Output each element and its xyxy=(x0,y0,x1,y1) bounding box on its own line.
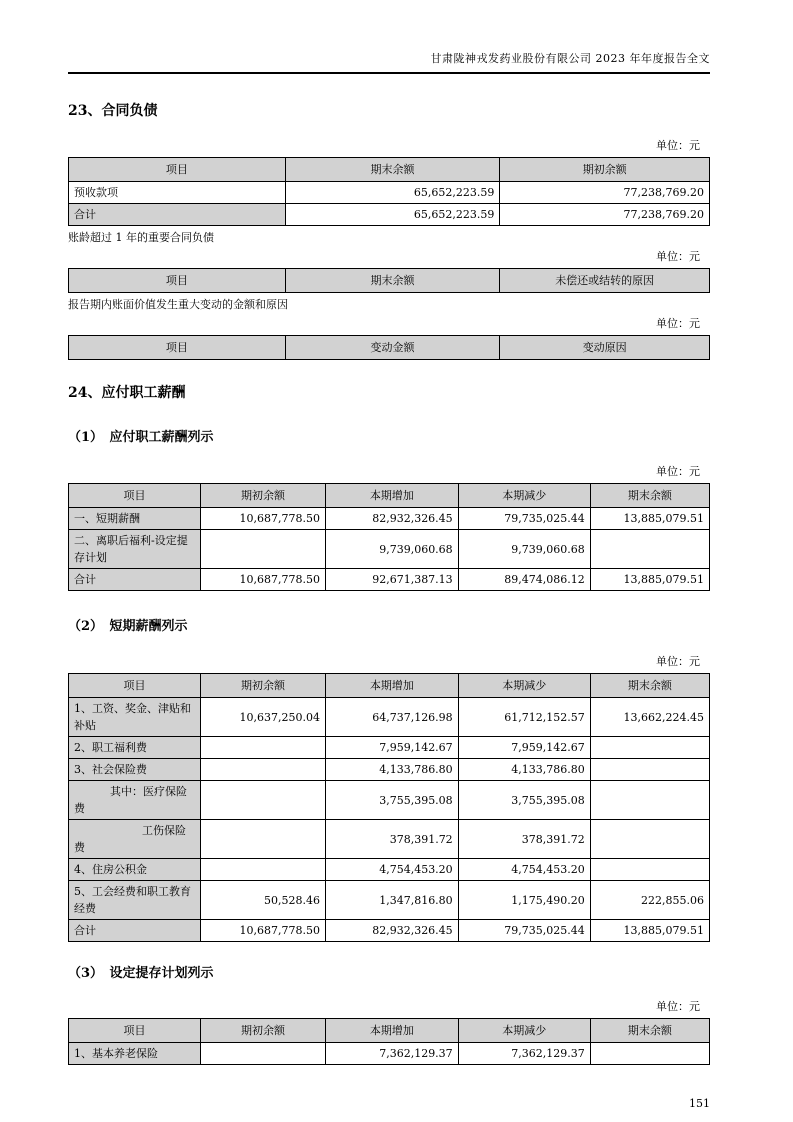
table-row xyxy=(69,881,710,920)
cell-value xyxy=(201,530,326,569)
cell-value xyxy=(201,737,326,759)
cell-value xyxy=(201,781,326,820)
table-row xyxy=(69,820,710,859)
cell-value xyxy=(590,759,709,781)
cell-value: 65,652,223.59 xyxy=(285,204,500,226)
cell-value: 378,391.72 xyxy=(458,820,590,859)
col-header-ending-balance: 期末余额 xyxy=(590,1019,709,1043)
cell-value: 10,637,250.04 xyxy=(201,698,326,737)
cell-item-label: 5、工会经费和职工教育经费 xyxy=(69,881,201,920)
cell-value: 7,362,129.37 xyxy=(458,1043,590,1065)
cell-value: 61,712,152.57 xyxy=(458,698,590,737)
col-header-ending-balance: 期末余额 xyxy=(590,484,709,508)
table-row-total xyxy=(69,204,710,226)
table-row-total xyxy=(69,920,710,942)
col-header-item: 项目 xyxy=(69,336,286,360)
cell-item-label: 合计 xyxy=(69,920,201,942)
table-header-row xyxy=(69,336,710,360)
cell-value xyxy=(590,1043,709,1065)
col-header-item: 项目 xyxy=(69,484,201,508)
cell-value: 4,754,453.20 xyxy=(458,859,590,881)
report-header-title: 甘肃陇神戎发药业股份有限公司 2023 年年度报告全文 xyxy=(430,52,710,65)
table-header-row xyxy=(69,158,710,182)
cell-item-label: 1、工资、奖金、津贴和补贴 xyxy=(69,698,201,737)
cell-item-label: 其中：医疗保险费 xyxy=(69,781,201,820)
col-header-beginning-balance: 期初余额 xyxy=(201,1019,326,1043)
cell-value: 92,671,387.13 xyxy=(326,569,459,591)
col-header-beginning-balance: 期初余额 xyxy=(500,158,710,182)
table-header-row xyxy=(69,484,710,508)
cell-value: 9,739,060.68 xyxy=(326,530,459,569)
col-header-beginning-balance: 期初余额 xyxy=(201,484,326,508)
contract-liabilities-table xyxy=(68,157,710,226)
defined-contribution-plan-table xyxy=(68,1018,710,1065)
col-header-increase: 本期增加 xyxy=(326,484,459,508)
cell-value: 10,687,778.50 xyxy=(201,569,326,591)
cell-value: 64,737,126.98 xyxy=(326,698,459,737)
cell-value xyxy=(201,759,326,781)
cell-value: 7,959,142.67 xyxy=(458,737,590,759)
col-header-beginning-balance: 期初余额 xyxy=(201,674,326,698)
col-header-item: 项目 xyxy=(69,1019,201,1043)
table-header-row xyxy=(69,1019,710,1043)
table-row xyxy=(69,508,710,530)
cell-value: 222,855.06 xyxy=(590,881,709,920)
cell-value: 82,932,326.45 xyxy=(326,920,459,942)
cell-value: 1,175,490.20 xyxy=(458,881,590,920)
sub3-title: （3） 设定提存计划列示 xyxy=(68,966,214,981)
table-row xyxy=(69,530,710,569)
unit-label: 单位：元 xyxy=(656,250,700,263)
col-header-ending-balance: 期末余额 xyxy=(590,674,709,698)
cell-value: 65,652,223.59 xyxy=(285,182,500,204)
cell-value: 378,391.72 xyxy=(326,820,459,859)
cell-value xyxy=(590,859,709,881)
col-header-change-reason: 变动原因 xyxy=(500,336,710,360)
cell-value: 82,932,326.45 xyxy=(326,508,459,530)
table-row xyxy=(69,1043,710,1065)
cell-value xyxy=(201,1043,326,1065)
note-change: 报告期内账面价值发生重大变动的金额和原因 xyxy=(68,298,288,311)
cell-item-label: 预收款项 xyxy=(69,182,286,204)
cell-item-label: 合计 xyxy=(69,569,201,591)
cell-value xyxy=(201,859,326,881)
page-content xyxy=(68,0,710,1110)
cell-value: 4,133,786.80 xyxy=(326,759,459,781)
cell-item-label: 1、基本养老保险 xyxy=(69,1043,201,1065)
table-row xyxy=(69,859,710,881)
cell-value xyxy=(590,781,709,820)
col-header-change-amount: 变动金额 xyxy=(285,336,500,360)
section-23-title: 23、合同负债 xyxy=(68,103,158,119)
table-row xyxy=(69,781,710,820)
section-24-title: 24、应付职工薪酬 xyxy=(68,385,186,401)
col-header-ending-balance: 期末余额 xyxy=(285,158,500,182)
cell-value: 79,735,025.44 xyxy=(458,508,590,530)
payroll-payable-table xyxy=(68,483,710,591)
cell-value xyxy=(590,737,709,759)
col-header-decrease: 本期减少 xyxy=(458,484,590,508)
cell-value: 4,754,453.20 xyxy=(326,859,459,881)
cell-value: 79,735,025.44 xyxy=(458,920,590,942)
cell-value: 4,133,786.80 xyxy=(458,759,590,781)
value-change-table xyxy=(68,335,710,360)
col-header-item: 项目 xyxy=(69,158,286,182)
unit-label: 单位：元 xyxy=(656,655,700,668)
cell-value: 77,238,769.20 xyxy=(500,182,710,204)
sub2-title: （2） 短期薪酬列示 xyxy=(68,619,188,634)
cell-value: 7,362,129.37 xyxy=(326,1043,459,1065)
table-row xyxy=(69,737,710,759)
cell-value: 13,662,224.45 xyxy=(590,698,709,737)
cell-item-label: 一、短期薪酬 xyxy=(69,508,201,530)
cell-value: 13,885,079.51 xyxy=(590,569,709,591)
unit-label: 单位：元 xyxy=(656,139,700,152)
cell-value: 9,739,060.68 xyxy=(458,530,590,569)
cell-value: 13,885,079.51 xyxy=(590,920,709,942)
cell-value: 7,959,142.67 xyxy=(326,737,459,759)
col-header-increase: 本期增加 xyxy=(326,1019,459,1043)
col-header-reason: 未偿还或结转的原因 xyxy=(500,269,710,293)
table-row xyxy=(69,182,710,204)
cell-value: 10,687,778.50 xyxy=(201,508,326,530)
cell-value xyxy=(590,530,709,569)
cell-value: 13,885,079.51 xyxy=(590,508,709,530)
col-header-decrease: 本期减少 xyxy=(458,674,590,698)
cell-item-label: 2、职工福利费 xyxy=(69,737,201,759)
cell-item-label: 二、离职后福利-设定提存计划 xyxy=(69,530,201,569)
page-number: 151 xyxy=(689,1097,710,1110)
cell-item-label: 3、社会保险费 xyxy=(69,759,201,781)
cell-value xyxy=(590,820,709,859)
unit-label: 单位：元 xyxy=(656,1000,700,1013)
col-header-item: 项目 xyxy=(69,674,201,698)
aged-contract-liabilities-table xyxy=(68,268,710,293)
col-header-item: 项目 xyxy=(69,269,286,293)
table-row-total xyxy=(69,569,710,591)
cell-value: 1,347,816.80 xyxy=(326,881,459,920)
cell-value: 77,238,769.20 xyxy=(500,204,710,226)
sub1-title: （1） 应付职工薪酬列示 xyxy=(68,430,214,445)
col-header-ending-balance: 期末余额 xyxy=(285,269,500,293)
col-header-increase: 本期增加 xyxy=(326,674,459,698)
cell-value: 10,687,778.50 xyxy=(201,920,326,942)
cell-item-label: 工伤保险费 xyxy=(69,820,201,859)
unit-label: 单位：元 xyxy=(656,465,700,478)
table-header-row xyxy=(69,674,710,698)
table-row xyxy=(69,698,710,737)
unit-label: 单位：元 xyxy=(656,317,700,330)
col-header-decrease: 本期减少 xyxy=(458,1019,590,1043)
note-aging: 账龄超过 1 年的重要合同负债 xyxy=(68,231,214,244)
cell-value: 3,755,395.08 xyxy=(326,781,459,820)
table-row xyxy=(69,759,710,781)
cell-value: 3,755,395.08 xyxy=(458,781,590,820)
cell-item-label: 4、住房公积金 xyxy=(69,859,201,881)
cell-value xyxy=(201,820,326,859)
table-header-row xyxy=(69,269,710,293)
header-divider xyxy=(68,72,710,74)
short-term-compensation-table xyxy=(68,673,710,942)
cell-value: 50,528.46 xyxy=(201,881,326,920)
cell-item-label: 合计 xyxy=(69,204,286,226)
cell-value: 89,474,086.12 xyxy=(458,569,590,591)
